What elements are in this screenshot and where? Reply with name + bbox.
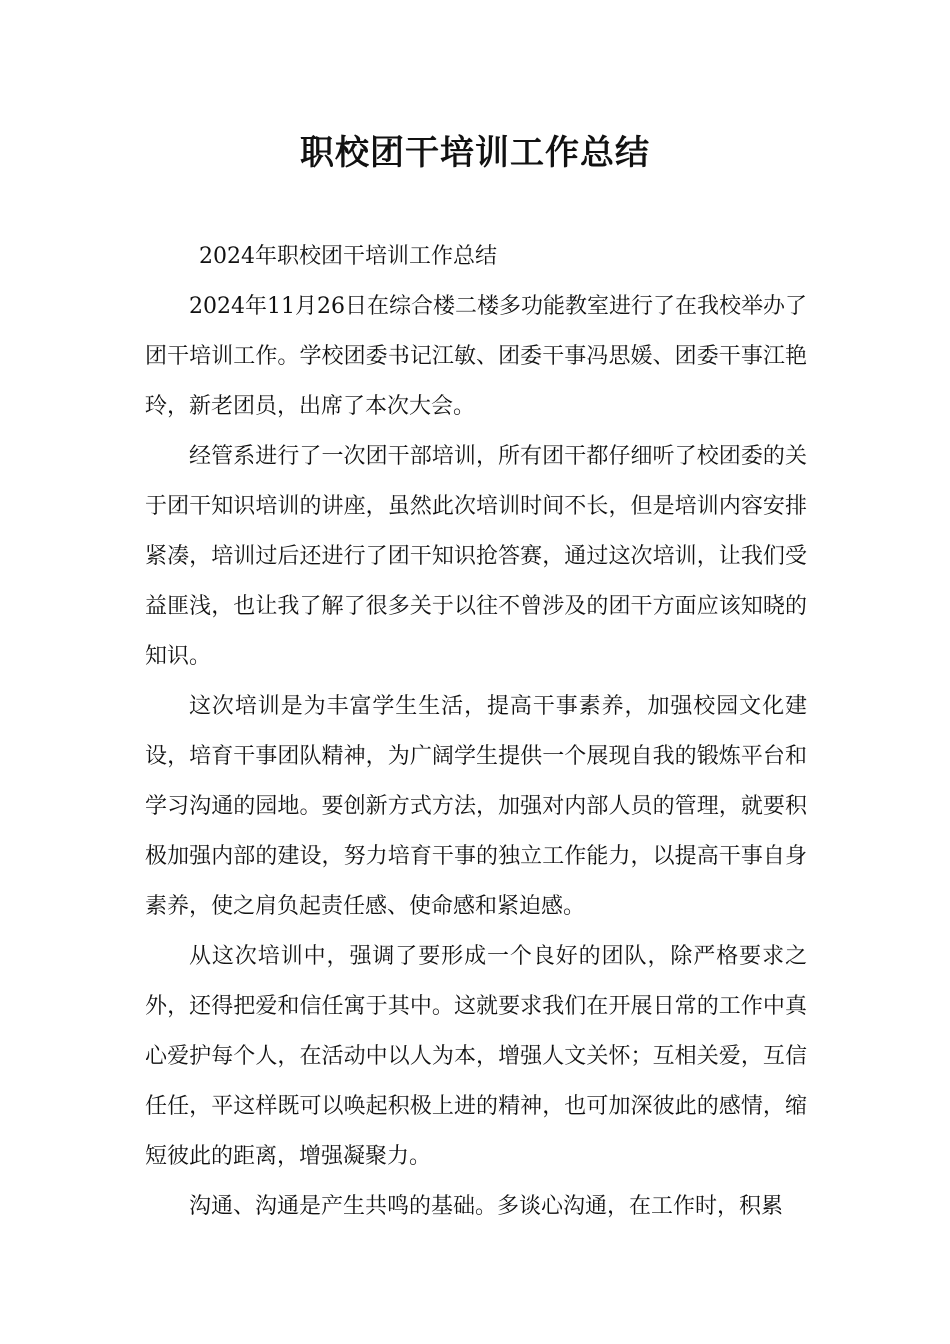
paragraph: 沟通、沟通是产生共鸣的基础。多谈心沟通，在工作时，积累 (189, 1194, 784, 1219)
paragraph: 经管系进行了一次团干部培训，所有团干都仔细听了校团委的关于团干知识培训的讲座，虽然此次培训时间不长，但是培训内容安排紧凑，培训过后还进行了团干知识抢答赛，通过这次培训，让我们受益匪浅，也让我了解了很多关于以往不曾涉及的团干方面应该知晓的知识。 (145, 444, 807, 669)
paragraph: 这次培训是为丰富学生生活，提高干事素养，加强校园文化建设，培育干事团队精神，为广阔学生提供一个展现自我的锻炼平台和学习沟通的园地。要创新方式方法，加强对内部人员的管理，就要积极加强内部的建设，努力培育干事的独立工作能力，以提高干事自身素养，使之肩负起责任感、使命感和紧迫感。 (145, 694, 807, 919)
paragraph: 2024年11月26日在综合楼二楼多功能教室进行了在我校举办了团干培训工作。学校团委书记江敏、团委干事冯思媛、团委干事江艳玲，新老团员，出席了本次大会。 (145, 294, 807, 419)
paragraph: 从这次培训中，强调了要形成一个良好的团队，除严格要求之外，还得把爱和信任寓于其中。这就要求我们在开展日常的工作中真心爱护每个人，在活动中以人为本，增强人文关怀；互相关爱，互信任任，平这样既可以唤起积极上进的精神，也可加深彼此的感情，缩短彼此的距离，增强凝聚力。 (145, 944, 807, 1169)
document-title: 职校团干培训工作总结 (300, 133, 650, 173)
document-subtitle: 2024年职校团干培训工作总结 (199, 244, 497, 269)
document-body (145, 232, 807, 1232)
